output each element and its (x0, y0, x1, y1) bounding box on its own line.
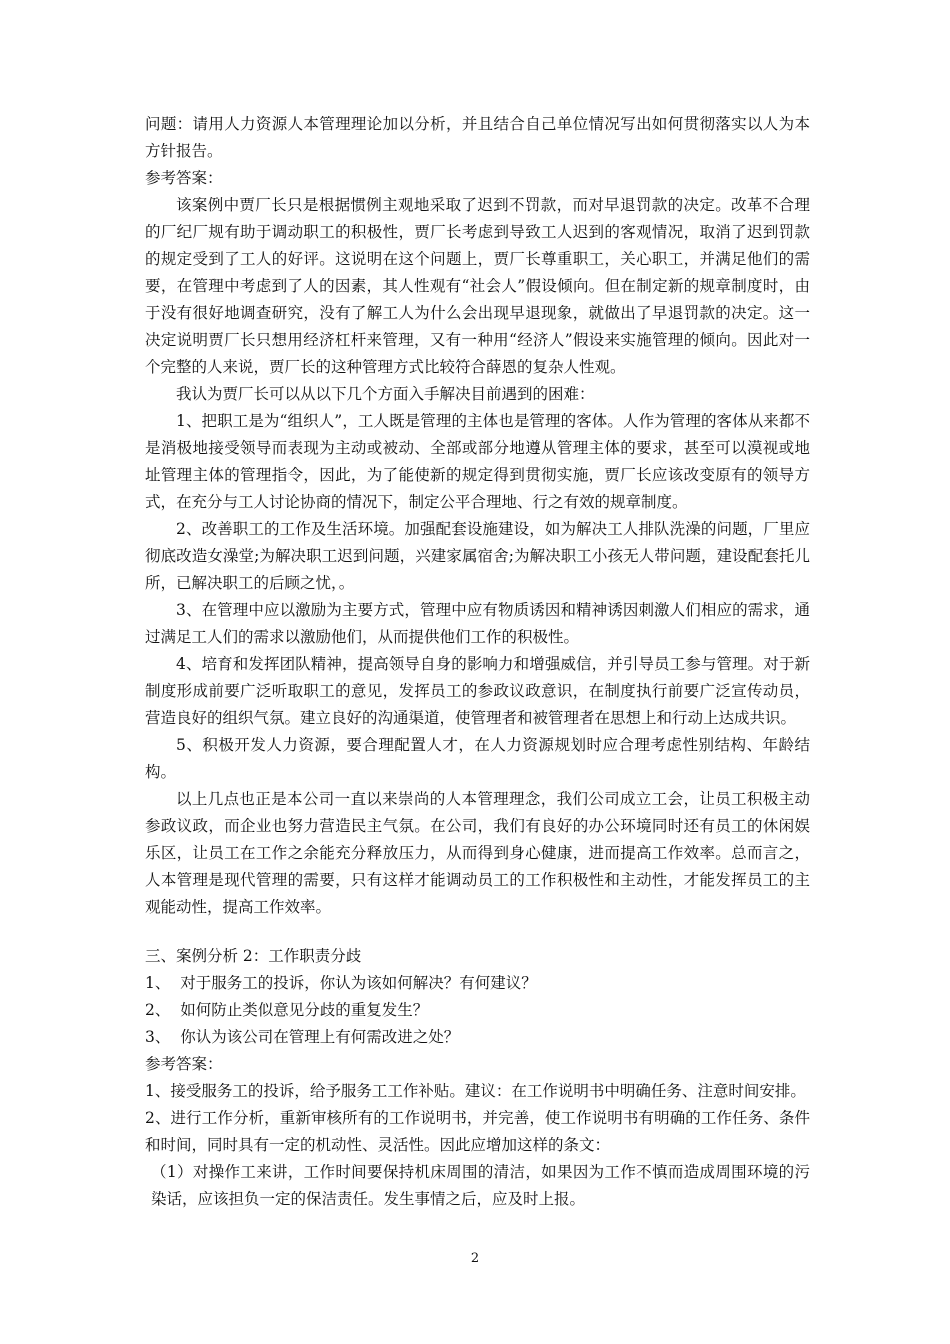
question-item-1: 1、 对于服务工的投诉，你认为该如何解决？有何建议？ (145, 974, 537, 992)
answer-item-2: 2、进行工作分析，重新审核所有的工作说明书，并完善，使工作说明书有明确的工作任务、条件和时间，同时具有一定的机动性、灵活性。因此应增加这样的条文： (145, 1109, 810, 1154)
solution-point-5: 5、积极开发人力资源，要合理配置人才，在人力资源规划时应合理考虑性别结构、年龄结构。 (145, 736, 810, 781)
answer-label: 参考答案： (145, 1055, 223, 1073)
answer-item-1: 1、接受服务工的投诉，给予服务工工作补贴。建议：在工作说明书中明确任务、注意时间安排。 (145, 1082, 806, 1100)
solution-point-1: 1、把职工是为“组织人”，工人既是管理的主体也是管理的客体。人作为管理的客体从来都不是消极地接受领导而表现为主动或被动、全部或部分地遵从管理主体的要求，甚至可以漠视或地址管理主体的管理指令，因此，为了能使新的规定得到贯彻实施，贾厂长应该改变原有的领导方式，在充分与工人讨论协商的情况下，制定公平合理地、行之有效的规章制度。 (145, 412, 810, 511)
company-paragraph: 以上几点也正是本公司一直以来崇尚的人本管理理念，我们公司成立工会，让员工积极主动参政议政，而企业也努力营造民主气氛。在公司，我们有良好的办公环境同时还有员工的休闲娱乐区，让员工在工作之余能充分释放压力，从而得到身心健康，进而提高工作效率。总而言之，人本管理是现代管理的需要，只有这样才能调动员工的工作积极性和主动性，才能发挥员工的主观能动性，提高工作效率。 (145, 790, 810, 916)
answer-label: 参考答案： (145, 169, 223, 187)
solution-point-3: 3、在管理中应以激励为主要方式，管理中应有物质诱因和精神诱因刺激人们相应的需求，通过满足工人们的需求以激励他们，从而提供他们工作的积极性。 (145, 601, 810, 646)
question-text: 问题：请用人力资源人本管理理论加以分析，并且结合自己单位情况写出如何贯彻落实以人为本方针报告。 (145, 115, 810, 160)
section-title: 三、案例分析 2：工作职责分歧 (145, 947, 362, 965)
analysis-paragraph: 该案例中贾厂长只是根据惯例主观地采取了迟到不罚款，而对早退罚款的决定。改革不合理的厂纪厂规有助于调动职工的积极性，贾厂长考虑到导致工人迟到的客观情况，取消了迟到罚款的规定受到了工人的好评。这说明在这个问题上，贾厂长尊重职工，关心职工，并满足他们的需要，在管理中考虑到了人的因素，其人性观有“社会人”假设倾向。但在制定新的规章制度时，由于没有很好地调查研究，没有了解工人为什么会出现早退现象，就做出了早退罚款的决定。这一决定说明贾厂长只想用经济杠杆来管理，又有一种用“经济人”假设来实施管理的倾向。因此对一个完整的人来说，贾厂长的这种管理方式比较符合薛恩的复杂人性观。 (145, 196, 810, 376)
document-body (145, 111, 810, 1213)
solution-point-4: 4、培育和发挥团队精神，提高领导自身的影响力和增强威信，并引导员工参与管理。对于新制度形成前要广泛听取职工的意见，发挥员工的参政议政意识，在制度执行前要广泛宣传动员，营造良好的组织气氛。建立良好的沟通渠道，使管理者和被管理者在思想上和行动上达成共识。 (145, 655, 810, 727)
section-spacer (145, 921, 810, 943)
question-item-3: 3、 你认为该公司在管理上有何需改进之处？ (145, 1028, 460, 1046)
solution-point-2: 2、改善职工的工作及生活环境。加强配套设施建设，如为解决工人排队洗澡的问题，厂里应彻底改造女澡堂;为解决职工迟到问题，兴建家属宿舍;为解决职工小孩无人带问题，建设配套托儿所，已解决职工的后顾之忧，。 (145, 520, 810, 592)
question-item-2: 2、 如何防止类似意见分歧的重复发生？ (145, 1001, 429, 1019)
page-number: 2 (470, 1251, 480, 1266)
solution-intro: 我认为贾厂长可以从以下几个方面入手解决目前遇到的困难： (176, 385, 595, 403)
answer-subitem-1: （1）对操作工来讲，工作时间要保持机床周围的清洁，如果因为工作不慎而造成周围环境的污染话，应该担负一定的保洁责任。发生事情之后，应及时上报。 (151, 1163, 810, 1208)
